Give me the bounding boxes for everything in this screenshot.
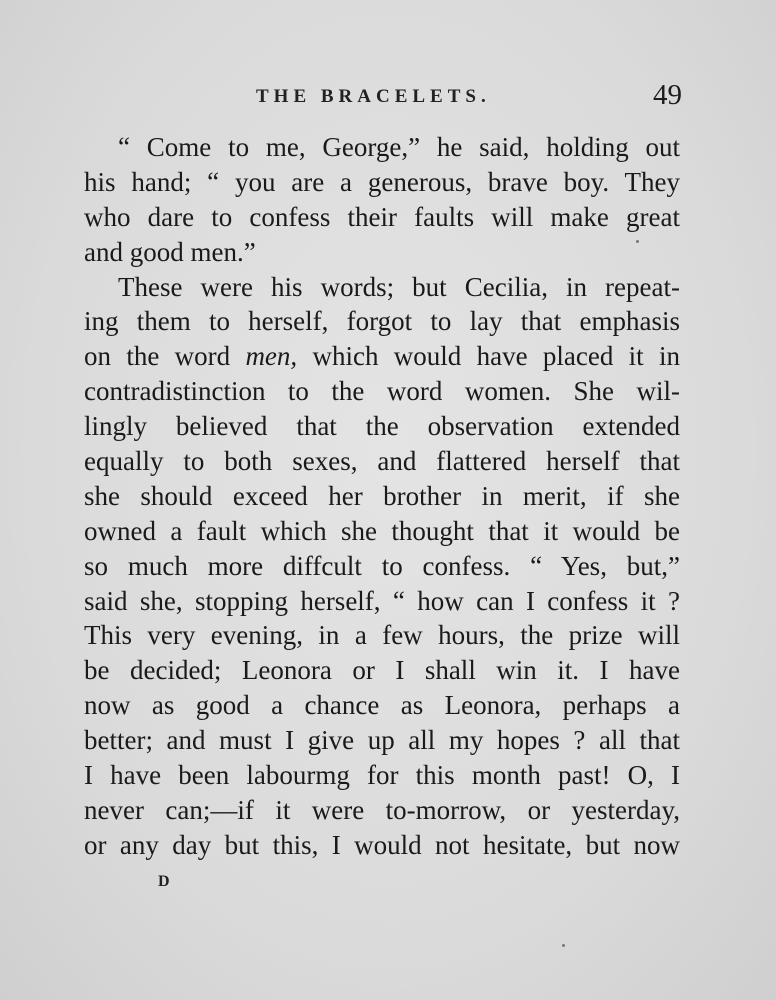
text-line: owned a fault which she thought that it would be (84, 515, 680, 546)
text-line: This very evening, in a few hours, the prize will (84, 620, 680, 651)
text-line: or any day but this, I would not hesitate, but now (84, 829, 680, 860)
text-line: “ Come to me, George,” he said, holding out (118, 132, 680, 162)
running-head: THE BRACELETS. (256, 86, 491, 107)
body-text (84, 130, 680, 863)
paper-speck (562, 944, 565, 947)
text-line: These were his words; but Cecilia, in repeat- (118, 271, 680, 302)
text-line: contradistinction to the word women. She wil- (84, 376, 680, 407)
text-line: now as good a chance as Leonora, perhaps a (84, 690, 680, 721)
italic-word: men, (245, 341, 298, 372)
text-line-with-italic (84, 339, 680, 374)
text-line: and good men.” (84, 236, 256, 267)
text-line: equally to both sexes, and flattered herself that (84, 446, 680, 477)
text-line: I have been labourmg for this month past! O, I (84, 760, 680, 791)
text-line: his hand; “ you are a generous, brave boy. They (84, 166, 680, 197)
paper-speck (636, 240, 639, 243)
signature-mark: D (158, 873, 171, 890)
text-line-start: on the word (84, 341, 246, 372)
text-line: she should exceed her brother in merit, if she (84, 480, 680, 511)
page-number: 49 (653, 79, 682, 111)
text-line: better; and must I give up all my hopes ? all that (84, 725, 680, 756)
text-line: be decided; Leonora or I shall win it. I have (84, 655, 680, 686)
text-line: never can;—if it were to-morrow, or yesterday, (84, 794, 680, 825)
text-line: said she, stopping herself, “ how can I confess it ? (84, 585, 680, 616)
text-line: who dare to confess their faults will make great (84, 201, 680, 232)
text-line: lingly believed that the observation extended (84, 411, 680, 442)
text-line: ing them to herself, forgot to lay that emphasis (84, 306, 680, 337)
text-line: so much more diffcult to confess. “ Yes, but,” (84, 550, 680, 581)
text-line-end: which would have placed it in (297, 341, 680, 372)
